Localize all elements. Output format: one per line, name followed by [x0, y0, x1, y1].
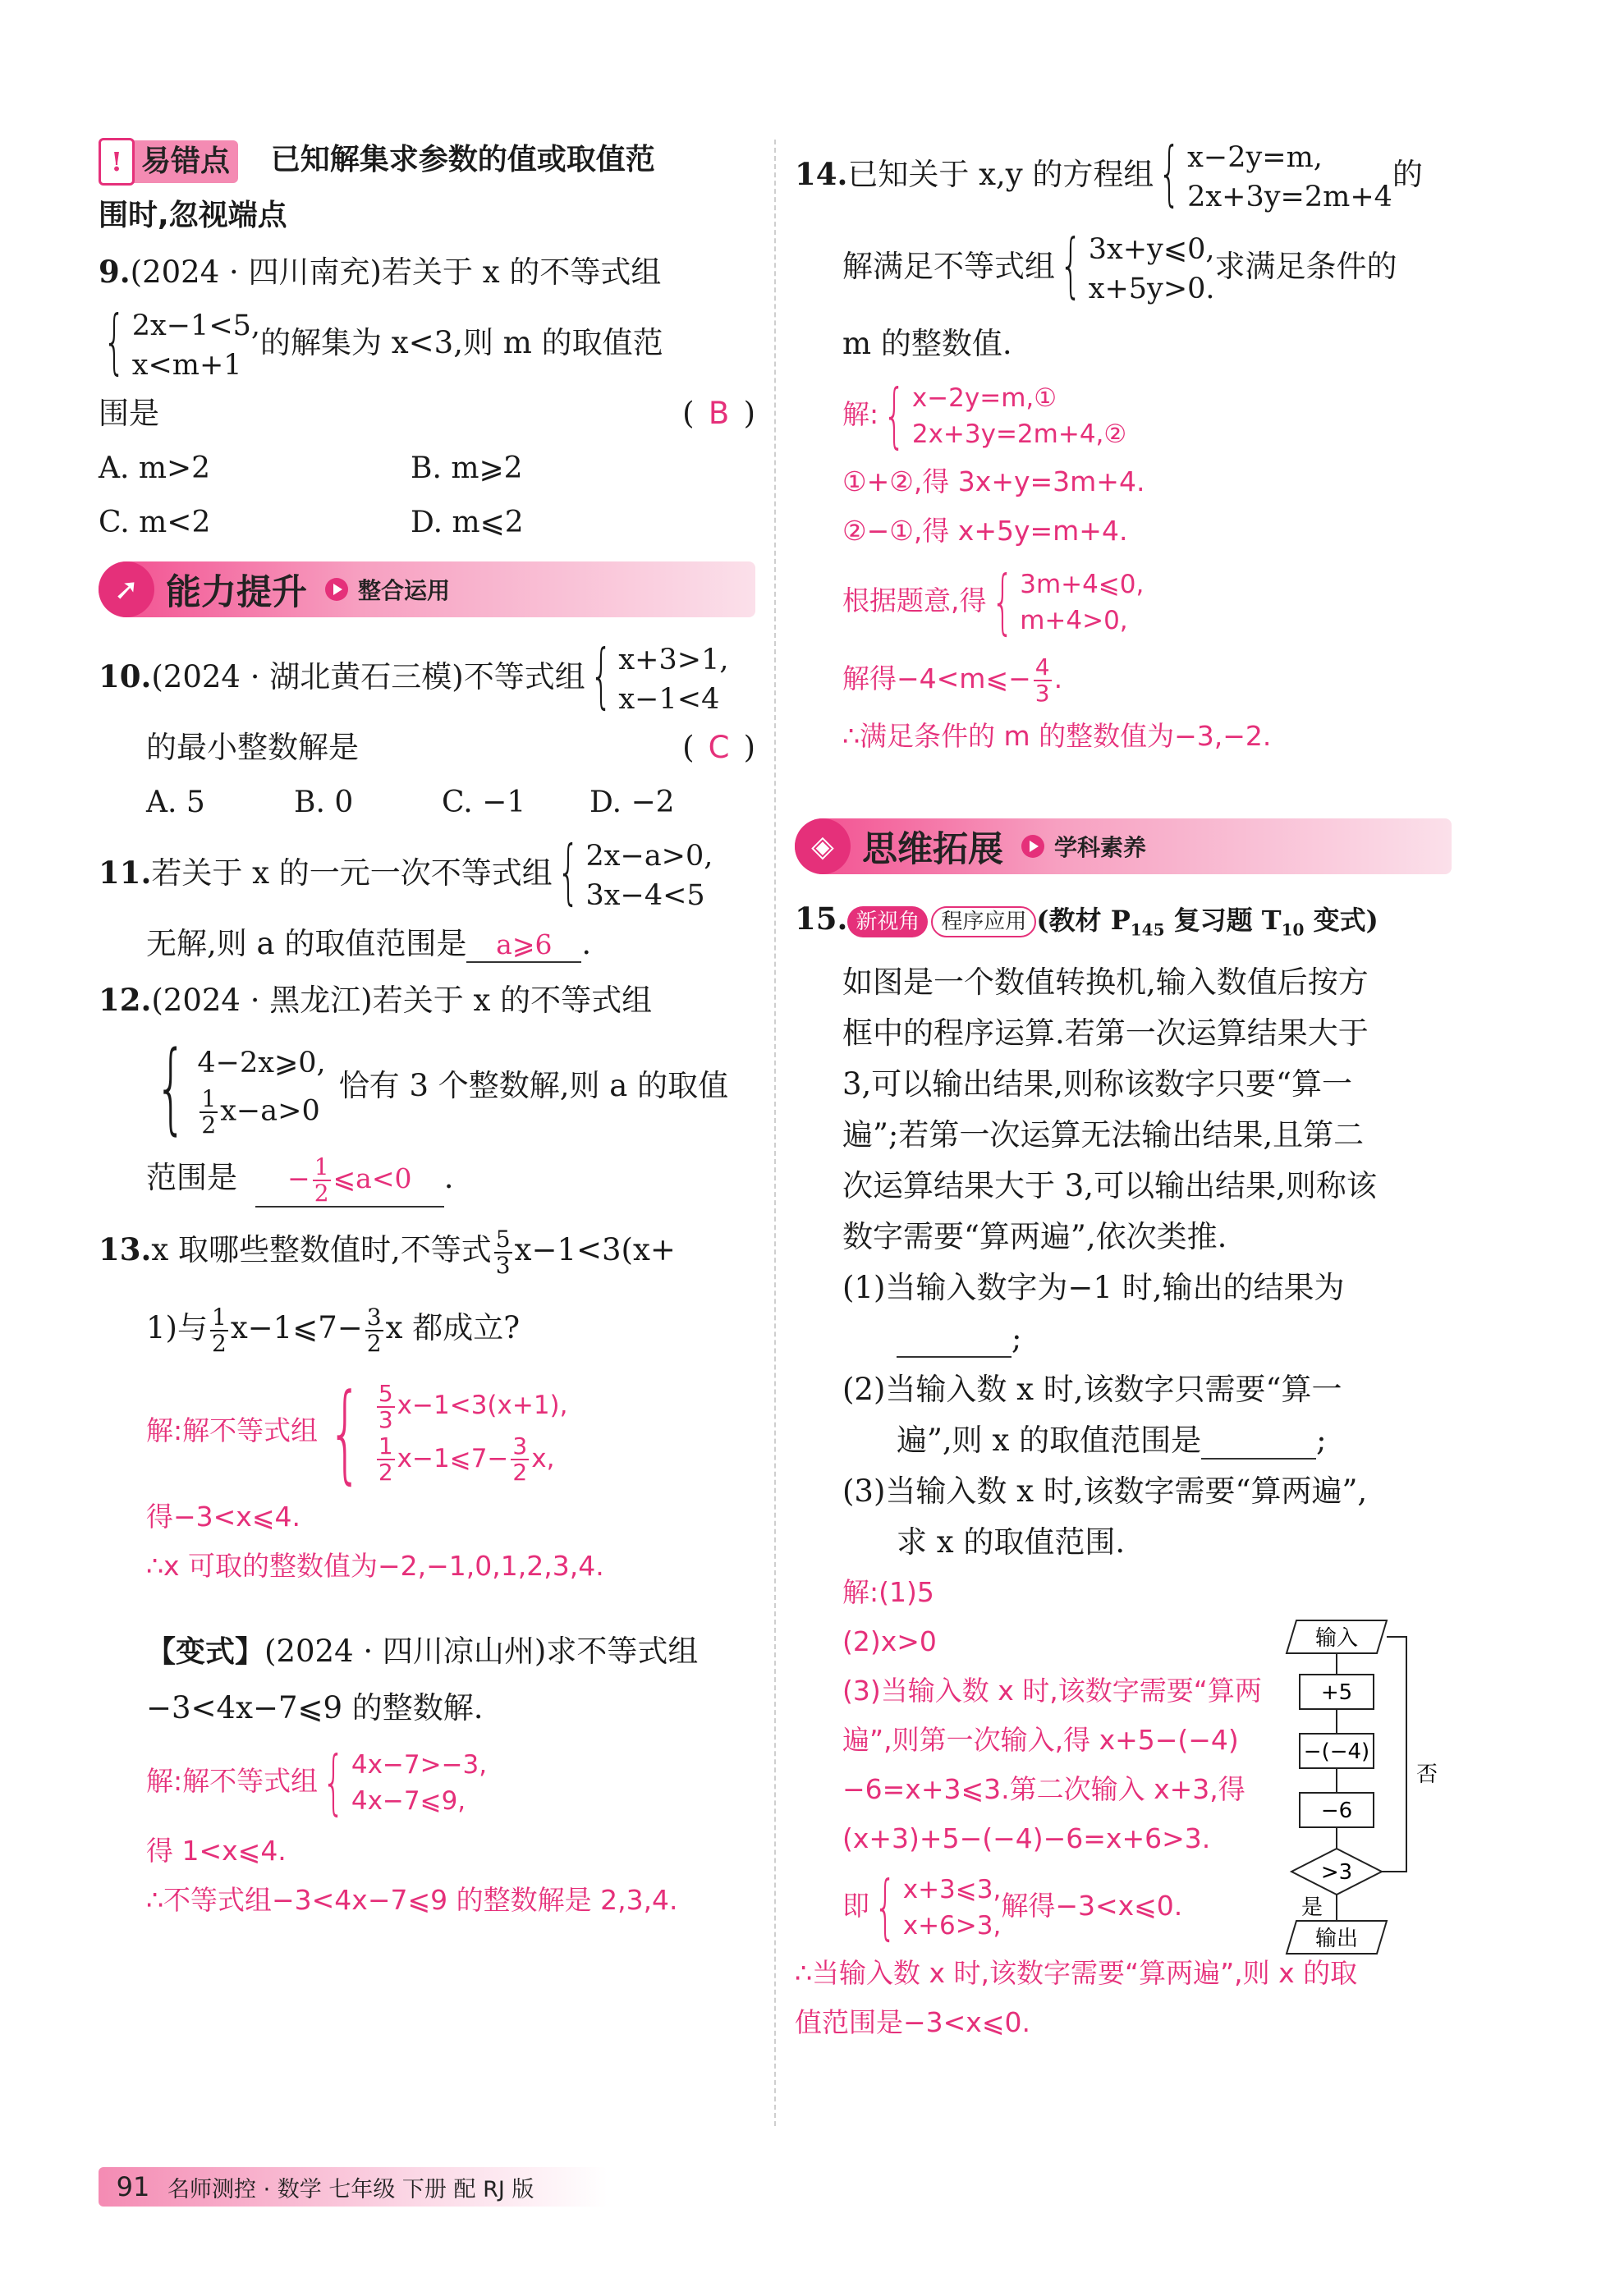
q10-option-a: A. 5 — [146, 786, 205, 819]
q12-sys-row2 — [197, 1084, 325, 1139]
q9-number: 9. — [99, 254, 131, 290]
q12-end: . — [443, 1160, 454, 1195]
flow-step3-label: −6 — [1320, 1799, 1353, 1823]
q15-a7-row1: x+3⩽3, — [902, 1874, 1002, 1904]
q13-f1-num: 5 — [495, 1225, 511, 1253]
q14-sol-row2: 2x+3y=2m+4,② — [911, 419, 1127, 449]
q10-sys-row1: x+3>1, — [618, 643, 729, 676]
q13-sol-r2b: x, — [531, 1443, 555, 1473]
q14-sol-s3: ②−①,得 x+5y=m+4. — [842, 515, 1128, 547]
q13-t2: x−1<3(x+ — [514, 1232, 676, 1267]
q15-s2-line2 — [842, 1415, 1452, 1466]
q11-text: 若关于 x 的一元一次不等式组 — [151, 855, 553, 891]
q10-answer-paren: ( C ) — [682, 720, 755, 776]
q15-a6: (x+3)+5−(−4)−6=x+6>3. — [842, 1822, 1211, 1855]
q9-line3 — [99, 386, 755, 442]
q12-line3-text: 范围是 — [146, 1160, 237, 1195]
q12-frac-num: 1 — [201, 1084, 217, 1112]
q15-src: (教材 P — [1036, 905, 1131, 936]
q15-a1: 解:(1)5 — [842, 1576, 934, 1609]
q14-t1: 已知关于 x,y 的方程组 — [847, 157, 1154, 192]
q15-src-sub2: 10 — [1281, 919, 1305, 940]
q14-sol-row1: x−2y=m,① — [911, 383, 1057, 413]
q15-p6: 数字需要“算两遍”,依次类推. — [842, 1219, 1227, 1255]
q13-f2-den: 2 — [211, 1329, 227, 1357]
q14-s5-den: 3 — [1034, 679, 1050, 707]
q14-system2: { 3x+y⩽0, x+5y>0. — [1055, 230, 1215, 309]
q14-sys2-row2: x+5y>0. — [1088, 272, 1215, 305]
q15-p3: 3,可以输出结果,则称该数字只要“算一 — [842, 1066, 1352, 1102]
q15-s1-blank-line — [842, 1313, 1452, 1364]
q9-option-d: D. m⩽2 — [411, 506, 524, 539]
q10-options — [99, 776, 755, 830]
q13-t3: 1)与 — [146, 1310, 208, 1345]
q15-src2: 复习题 T — [1164, 905, 1282, 936]
section-ability-sub: 整合运用 — [358, 577, 451, 604]
flow-step1-label: +5 — [1320, 1680, 1353, 1705]
q13-t5: x 都成立? — [385, 1310, 521, 1345]
variant-sol-line2: 得 1<x⩽4. — [146, 1835, 287, 1867]
q13-sol-row2: $\frac{1}{2}$ x−1⩽7− $\frac{3}{2}$ x, — [378, 1432, 555, 1486]
q14-t2b: 求满足条件的 — [1214, 249, 1397, 284]
q9-text: (2024 · 四川南充)若关于 x 的不等式组 — [130, 254, 662, 290]
q14-t3: m 的整数值. — [842, 326, 1012, 361]
q15-a7b: 解得−3<x⩽0. — [1001, 1890, 1183, 1922]
q14-sol-s4-text: 根据题意,得 — [842, 584, 987, 616]
page-number: 91 — [116, 2171, 150, 2202]
q13-sol-sys: { $\frac{5}{3}$ x−1<3(x+1), $\frac{1}{2}$ x−1⩽7− $\frac{3}{2}$ x, — [328, 1369, 568, 1495]
q12-blank-minus: − — [287, 1162, 310, 1194]
q13-f3-num: 3 — [366, 1303, 382, 1331]
flow-no-label: 否 — [1416, 1762, 1438, 1787]
q13-t1: x 取哪些整数值时,不等式 — [151, 1232, 492, 1267]
q10-option-d: D. −2 — [589, 786, 675, 819]
q10 — [99, 634, 755, 720]
q11-sys-row1: 2x−a>0, — [585, 839, 713, 873]
q14-number: 14. — [795, 156, 848, 192]
q15-tag-program: 程序应用 — [931, 906, 1036, 937]
q11-line2 — [99, 916, 755, 972]
q14-sys-row1: x−2y=m, — [1187, 140, 1323, 174]
variant-sol-prefix: 解:解不等式组 — [146, 1765, 319, 1797]
q14-s5b: . — [1053, 662, 1063, 694]
flow-step2-label: −(−4) — [1303, 1739, 1370, 1764]
q12-sys2: x−a>0 — [220, 1094, 320, 1127]
q14-sol-s4 — [795, 556, 1452, 646]
q15-a5: −6=x+3⩽3.第二次输入 x+3,得 — [842, 1773, 1245, 1806]
flowchart — [1285, 1617, 1474, 1970]
section-ability — [99, 561, 755, 617]
q14-s4-sys: { 3m+4⩽0, m+4>0, — [991, 560, 1145, 643]
q9-line3-text: 围是 — [99, 396, 159, 431]
q11-line2-text: 无解,则 a 的取值范围是 — [146, 926, 467, 961]
warning-tag-label: 易错点 — [141, 144, 231, 178]
q15-s1-blank — [897, 1323, 1012, 1358]
q13-sol-r2a: x−1⩽7− — [397, 1443, 509, 1473]
q13-sol-prefix: 解:解不等式组 — [146, 1414, 319, 1446]
warning-text-1: 已知解集求参数的值或取值范 — [270, 143, 655, 176]
q14-sol-s5 — [795, 646, 1452, 712]
q14-sys2-row1: 3x+y⩽0, — [1088, 232, 1215, 266]
q13-f2-num: 1 — [211, 1303, 227, 1331]
play-icon — [325, 578, 348, 601]
q15-line1 — [795, 891, 1452, 957]
play-icon — [1021, 835, 1044, 858]
q15-tag-new: 新视角 — [847, 906, 928, 937]
section-thinking-title: 思维拓展 — [862, 828, 1003, 870]
q11-end: . — [581, 926, 592, 961]
page-footer — [99, 2167, 608, 2207]
q10-option-b: B. 0 — [294, 786, 354, 819]
q12-blank-den: 2 — [314, 1180, 329, 1207]
q15-src-sub: 145 — [1130, 919, 1165, 940]
q15-s3: (3)当输入数 x 时,该数字需要“算两遍”, — [842, 1473, 1368, 1510]
q10-system: { x+3>1, x−1<4 — [585, 640, 729, 719]
q15-a7-prefix: 即 — [842, 1890, 869, 1922]
q13-t4: x−1⩽7− — [230, 1310, 363, 1345]
q14-s4-row2: m+4>0, — [1020, 605, 1128, 635]
q11 — [99, 830, 755, 916]
q15-a8: ∴当输入数 x 时,该数字需要“算两遍”,则 x 的取 — [795, 1957, 1358, 1990]
variant-sys: { 4x−7>−3, 4x−7⩽9, — [322, 1740, 488, 1823]
q15-s3b: 求 x 的取值范围. — [897, 1524, 1126, 1560]
q9-system: { 2x−1<5, x<m+1 — [99, 306, 260, 385]
q13-f3-den: 2 — [366, 1329, 382, 1357]
q14-line2 — [795, 218, 1452, 316]
q14-t1b: 的 — [1392, 157, 1423, 192]
q13-sol-r1a: x−1<3(x+1), — [397, 1391, 568, 1420]
q10-sys-row2: x−1<4 — [618, 682, 720, 716]
q14-system: { x−2y=m, 2x+3y=2m+4 — [1154, 138, 1392, 217]
q9-sys-row1: 2x−1<5, — [131, 309, 261, 342]
q11-sys-row2: 3x−4<5 — [585, 878, 705, 912]
q11-number: 11. — [99, 855, 152, 891]
q12-system: { 4−2x⩾0, $\frac{1}{2}$ x−a>0 — [155, 1030, 326, 1145]
q13-sol-row1: $\frac{5}{3}$ x−1<3(x+1), — [378, 1379, 568, 1433]
q15-s2c: ; — [1316, 1423, 1327, 1459]
q13-solution-system — [99, 1369, 755, 1495]
q12-number: 12. — [99, 982, 152, 1018]
left-column — [99, 131, 755, 1925]
q15-a7-sys: { x+3⩽3, x+6>3, — [874, 1865, 1002, 1948]
q15-s1b: ; — [1012, 1321, 1022, 1357]
q10-number: 10. — [99, 658, 152, 694]
q12-sys-row1: 4−2x⩾0, — [197, 1046, 326, 1079]
q13-line1 — [99, 1212, 755, 1287]
q13-f1-den: 3 — [495, 1251, 511, 1279]
q15-a9: 值范围是−3<x⩽0. — [795, 2006, 1030, 2039]
q15-p4: 遍”;若第一次运算无法输出结果,且第二 — [842, 1117, 1365, 1153]
q10-text: (2024 · 湖北黄石三模)不等式组 — [151, 659, 585, 694]
flow-yes-label: 是 — [1301, 1895, 1323, 1920]
q11-blank-answer: a⩾6 — [466, 928, 581, 963]
q15-s2b: 遍”,则 x 的取值范围是 — [897, 1423, 1202, 1459]
warning-tag — [99, 140, 238, 183]
q10-option-c: C. −1 — [442, 786, 526, 819]
q9-options-row1 — [99, 442, 755, 496]
q10-line2 — [99, 720, 755, 776]
rocket-icon: ➚ — [99, 561, 154, 617]
variant-sys-row2: 4x−7⩽9, — [351, 1785, 466, 1816]
q13-sol-line2: 得−3<x⩽4. — [146, 1501, 300, 1533]
variant-title: 【变式】 — [146, 1635, 265, 1669]
q12-blank-rest: ⩽a<0 — [333, 1162, 412, 1194]
q14-sol-system — [795, 372, 1452, 457]
section-thinking-sub: 学科素养 — [1054, 834, 1147, 861]
section-thinking — [795, 818, 1452, 874]
q14-sol-s2: ①+②,得 3x+y=3m+4. — [842, 465, 1145, 497]
flow-condition-label: >3 — [1320, 1860, 1353, 1885]
q15-number: 15. — [795, 901, 848, 937]
q12-system-line — [99, 1029, 755, 1143]
q15-s2: (2)当输入数 x 时,该数字只需要“算一 — [842, 1372, 1342, 1408]
q12-after: 恰有 3 个整数解,则 a 的取值 — [338, 1068, 729, 1103]
exclamation-icon: ! — [99, 138, 135, 186]
q9-after: 的解集为 x<3,则 m 的取值范 — [260, 325, 663, 360]
q15-a3: (3)当输入数 x 时,该数字需要“算两 — [842, 1675, 1262, 1707]
q9-system-line — [99, 300, 755, 386]
q10-answer: C — [708, 730, 730, 765]
q15-a7-row2: x+6>3, — [902, 1910, 1002, 1941]
q9-option-a: A. m>2 — [99, 451, 211, 485]
flow-input-label: 输入 — [1314, 1626, 1359, 1651]
q15-p2: 框中的程序运算.若第一次运算结果大于 — [842, 1015, 1369, 1052]
q13-number: 13. — [99, 1231, 152, 1267]
q14-s5-num: 4 — [1034, 653, 1050, 681]
column-divider — [774, 140, 776, 2126]
q9-sys-row2: x<m+1 — [131, 348, 242, 382]
q14-t2: 解满足不等式组 — [842, 249, 1055, 284]
q12-frac-den: 2 — [201, 1111, 217, 1139]
warning-heading — [99, 131, 755, 188]
q15-src3: 变式) — [1304, 905, 1379, 936]
warning-text-2: 围时,忽视端点 — [99, 199, 287, 232]
variant-sys-row1: 4x−7>−3, — [351, 1749, 488, 1780]
q9-option-b: B. m⩾2 — [411, 451, 523, 485]
variant-line2: −3<4x−7⩽9 的整数解. — [146, 1690, 484, 1725]
q15-s2-blank — [1201, 1425, 1316, 1460]
q12-text: (2024 · 黑龙江)若关于 x 的不等式组 — [151, 983, 653, 1018]
section-ability-title: 能力提升 — [166, 571, 307, 613]
q12 — [99, 972, 755, 1029]
q15-p5: 次运算结果大于 3,可以输出结果,则称该 — [842, 1168, 1377, 1204]
q14-line1 — [795, 131, 1452, 218]
q13-sol-line3: ∴x 可取的整数值为−2,−1,0,1,2,3,4. — [146, 1550, 604, 1582]
q14-s4-row1: 3m+4⩽0, — [1020, 569, 1145, 599]
layers-icon: ◈ — [795, 818, 851, 874]
q12-blank-answer — [255, 1155, 444, 1208]
q15-a2: (2)x>0 — [842, 1625, 937, 1658]
q15-p1: 如图是一个数值转换机,输入数值后按方 — [842, 965, 1369, 1001]
q13-line2 — [99, 1287, 755, 1369]
q9-answer: B — [708, 396, 730, 431]
q9-answer-paren: ( B ) — [682, 386, 755, 442]
q12-blank-num: 1 — [314, 1153, 329, 1180]
q9-option-c: C. m<2 — [99, 506, 211, 539]
q14-sol-s6: ∴满足条件的 m 的整数值为−3,−2. — [842, 720, 1272, 752]
q14-sys-row2: 2x+3y=2m+4 — [1187, 180, 1392, 213]
q11-system: { 2x−a>0, 3x−4<5 — [553, 836, 713, 915]
q14-sol-prefix: 解: — [842, 398, 879, 430]
q12-line3 — [99, 1143, 755, 1212]
q9-options-row2 — [99, 496, 755, 550]
flow-output-label: 输出 — [1314, 1927, 1359, 1951]
q10-line2-text: 的最小整数解是 — [146, 730, 359, 765]
q14-sol-sys: { x−2y=m,① 2x+3y=2m+4,② — [883, 374, 1127, 456]
q15-a4: 遍”,则第一次输入,得 x+5−(−4) — [842, 1724, 1239, 1757]
footer-text: 名师测控 · 数学 七年级 下册 配 RJ 版 — [167, 2176, 534, 2202]
variant-sol-line3: ∴不等式组−3<4x−7⩽9 的整数解是 2,3,4. — [146, 1884, 678, 1916]
variant-sol-system — [99, 1736, 755, 1826]
variant-src: (2024 · 四川凉山州)求不等式组 — [264, 1634, 699, 1669]
q15-s1: (1)当输入数字为−1 时,输出的结果为 — [842, 1270, 1345, 1306]
q14-s5a: 解得−4<m⩽− — [842, 662, 1031, 694]
variant-line1 — [99, 1624, 755, 1680]
q9 — [99, 244, 755, 300]
